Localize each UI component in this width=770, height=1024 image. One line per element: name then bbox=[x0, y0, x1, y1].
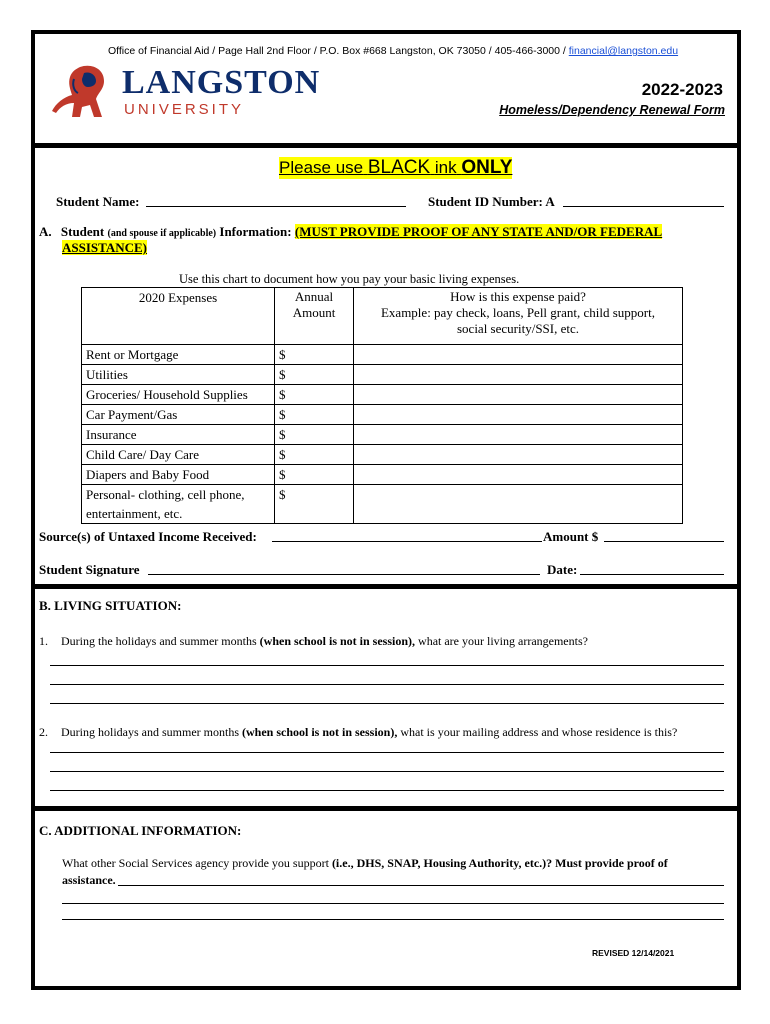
amount-header-line1: Annual bbox=[294, 289, 334, 304]
expense-cell: Child Care/ Day Care bbox=[82, 445, 275, 465]
question-3-pre: What other Social Services agency provide you support bbox=[62, 856, 329, 870]
question-3 bbox=[62, 856, 668, 871]
logo-wordmark: LANGSTON bbox=[122, 64, 321, 101]
email-link[interactable]: financial@langston.edu bbox=[568, 45, 679, 57]
how-paid-cell[interactable] bbox=[354, 425, 683, 445]
address-line bbox=[108, 45, 678, 57]
student-id-field[interactable] bbox=[563, 206, 724, 207]
proof-notice-2: ASSISTANCE) bbox=[62, 240, 148, 255]
expense-cell: Utilities bbox=[82, 365, 275, 385]
how-paid-cell[interactable] bbox=[354, 445, 683, 465]
answer-3-line-2[interactable] bbox=[62, 903, 724, 904]
question-3-line2: assistance. bbox=[62, 873, 116, 887]
amount-label: Amount $ bbox=[543, 529, 599, 544]
expenses-col-header: 2020 Expenses bbox=[82, 288, 275, 345]
student-name-label: Student Name: bbox=[56, 194, 140, 209]
how-paid-cell[interactable] bbox=[354, 465, 683, 485]
student-name-field[interactable] bbox=[146, 206, 406, 207]
answer-1-line-1[interactable] bbox=[50, 665, 724, 666]
answer-2-line-1[interactable] bbox=[50, 752, 724, 753]
proof-notice-line2 bbox=[62, 240, 147, 256]
expense-cell: Rent or Mortgage bbox=[82, 345, 275, 365]
revised-date: REVISED 12/14/2021 bbox=[592, 948, 675, 958]
answer-2-line-3[interactable] bbox=[50, 790, 724, 791]
how-paid-cell[interactable] bbox=[354, 485, 683, 524]
expenses-header-row bbox=[82, 288, 683, 345]
section-a-title-post: Information: bbox=[219, 224, 292, 239]
address-text: Office of Financial Aid / Page Hall 2nd Floor / P.O. Box #668 Langston, OK 73050 / 405-466-3000 / bbox=[108, 45, 566, 57]
question-1 bbox=[39, 634, 588, 649]
table-row bbox=[82, 365, 683, 385]
section-a-title-small: (and spouse if applicable) bbox=[107, 228, 217, 239]
how-paid-cell[interactable] bbox=[354, 345, 683, 365]
ink-notice-mid: ink bbox=[434, 158, 457, 177]
table-row bbox=[82, 425, 683, 445]
untaxed-income-label: Source(s) of Untaxed Income Received: bbox=[39, 529, 257, 544]
signature-field[interactable] bbox=[148, 574, 540, 575]
amount-cell[interactable]: $ bbox=[275, 485, 354, 524]
table-row bbox=[82, 345, 683, 365]
section-a-title bbox=[39, 224, 662, 240]
how-paid-header-line1: How is this expense paid? bbox=[450, 289, 586, 304]
date-field[interactable] bbox=[580, 574, 724, 575]
how-paid-header-line2: Example: pay check, loans, Pell grant, child support, bbox=[380, 305, 655, 320]
table-row bbox=[82, 385, 683, 405]
section-c-divider bbox=[33, 806, 739, 811]
signature-label: Student Signature bbox=[39, 562, 140, 577]
section-b-divider bbox=[33, 584, 739, 589]
expense-cell: Insurance bbox=[82, 425, 275, 445]
expense-cell: Diapers and Baby Food bbox=[82, 465, 275, 485]
ink-notice-pre: Please use bbox=[279, 158, 364, 177]
question-2-post: what is your mailing address and whose residence is this? bbox=[400, 725, 678, 739]
section-c-title: C. ADDITIONAL INFORMATION: bbox=[39, 823, 242, 838]
table-row bbox=[82, 465, 683, 485]
ink-notice-black: BLACK bbox=[367, 157, 431, 178]
chart-note: Use this chart to document how you pay your basic living expenses. bbox=[179, 272, 520, 286]
amount-col-header bbox=[275, 288, 354, 345]
ink-notice-only: ONLY bbox=[461, 157, 513, 178]
amount-header-line2: Amount bbox=[292, 305, 336, 320]
ink-notice bbox=[279, 157, 512, 179]
header-divider bbox=[33, 143, 739, 148]
amount-cell[interactable]: $ bbox=[275, 425, 354, 445]
logo-subtitle: UNIVERSITY bbox=[124, 101, 245, 118]
question-2-number: 2. bbox=[39, 725, 48, 739]
section-a-letter: A. bbox=[39, 224, 52, 239]
question-1-number: 1. bbox=[39, 634, 48, 648]
amount-cell[interactable]: $ bbox=[275, 405, 354, 425]
amount-cell[interactable]: $ bbox=[275, 465, 354, 485]
answer-2-line-2[interactable] bbox=[50, 771, 724, 772]
question-3-bold: (i.e., DHS, SNAP, Housing Authority, etc.)? Must provide proof of bbox=[331, 856, 668, 870]
proof-notice-1: (MUST PROVIDE PROOF OF ANY STATE AND/OR FEDERAL bbox=[294, 224, 663, 239]
question-1-pre: During the holidays and summer months bbox=[61, 634, 257, 648]
answer-1-line-3[interactable] bbox=[50, 703, 724, 704]
expense-cell: Personal- clothing, cell phone, entertainment, etc. bbox=[82, 485, 275, 524]
student-id-label: Student ID Number: A bbox=[428, 194, 555, 209]
amount-cell[interactable]: $ bbox=[275, 385, 354, 405]
question-2-bold: (when school is not in session), bbox=[241, 725, 398, 739]
amount-cell[interactable]: $ bbox=[275, 445, 354, 465]
untaxed-income-field[interactable] bbox=[272, 541, 542, 542]
how-paid-col-header bbox=[354, 288, 683, 345]
section-a-title-pre: Student bbox=[60, 224, 105, 239]
how-paid-header-line3: social security/SSI, etc. bbox=[456, 321, 580, 336]
answer-3-line-1[interactable] bbox=[118, 885, 724, 886]
amount-cell[interactable]: $ bbox=[275, 345, 354, 365]
section-b-title: B. LIVING SITUATION: bbox=[39, 598, 182, 613]
how-paid-cell[interactable] bbox=[354, 385, 683, 405]
table-row bbox=[82, 445, 683, 465]
expenses-table bbox=[81, 287, 683, 524]
how-paid-cell[interactable] bbox=[354, 405, 683, 425]
expense-cell: Car Payment/Gas bbox=[82, 405, 275, 425]
expense-cell: Groceries/ Household Supplies bbox=[82, 385, 275, 405]
question-2 bbox=[39, 725, 677, 740]
question-1-bold: (when school is not in session), bbox=[259, 634, 416, 648]
table-row bbox=[82, 405, 683, 425]
answer-3-line-3[interactable] bbox=[62, 919, 724, 920]
question-1-post: what are your living arrangements? bbox=[418, 634, 588, 648]
question-2-pre: During holidays and summer months bbox=[61, 725, 239, 739]
table-row bbox=[82, 485, 683, 524]
amount-cell[interactable]: $ bbox=[275, 365, 354, 385]
form-title: Homeless/Dependency Renewal Form bbox=[499, 103, 725, 117]
answer-1-line-2[interactable] bbox=[50, 684, 724, 685]
lion-logo-icon bbox=[50, 63, 120, 121]
form-year: 2022-2023 bbox=[641, 80, 723, 99]
how-paid-cell[interactable] bbox=[354, 365, 683, 385]
date-label: Date: bbox=[547, 562, 578, 577]
amount-field[interactable] bbox=[604, 541, 724, 542]
